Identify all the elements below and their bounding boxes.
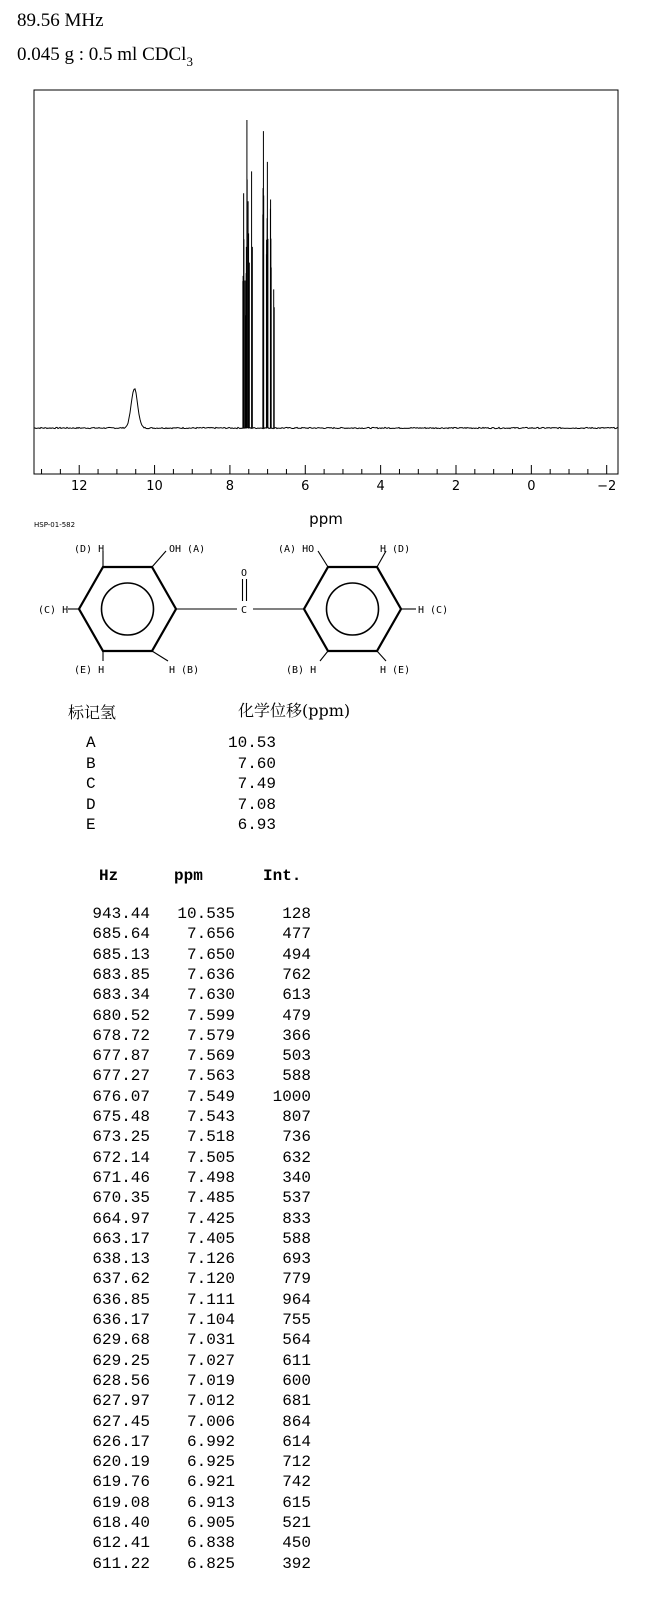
x-tick-label: 4 bbox=[376, 479, 385, 494]
peak-hz-cell: 611.22 bbox=[92, 1554, 150, 1573]
peak-int-cell: 681 bbox=[282, 1392, 311, 1411]
peak-int-cell: 450 bbox=[282, 1534, 311, 1553]
assignment-row bbox=[86, 754, 276, 775]
peak-hz-cell: 628.56 bbox=[92, 1371, 150, 1390]
assignment-row bbox=[86, 733, 276, 754]
peak-hz-cell: 612.41 bbox=[92, 1534, 150, 1553]
peak-table-row bbox=[84, 1026, 311, 1047]
peak-table-row bbox=[84, 1310, 311, 1331]
peak-table-row bbox=[84, 1087, 311, 1108]
peak-hz-cell: 627.45 bbox=[92, 1412, 150, 1431]
peak-hz-cell: 619.76 bbox=[92, 1473, 150, 1492]
label-left-top-left: (D) H bbox=[74, 545, 105, 555]
peak-table-row bbox=[84, 1046, 311, 1067]
peak-int-cell: 611 bbox=[282, 1351, 311, 1370]
left-aromatic-circle bbox=[102, 583, 154, 635]
peak-hz-cell: 683.85 bbox=[92, 965, 150, 984]
peak-table-row bbox=[84, 1493, 311, 1514]
peak-ppm-cell: 7.019 bbox=[186, 1371, 235, 1390]
peak-ppm-cell: 7.111 bbox=[186, 1290, 235, 1309]
peak-int-cell: 392 bbox=[282, 1554, 311, 1573]
peak-ppm-cell: 7.518 bbox=[186, 1128, 235, 1147]
peak-hz-cell: 675.48 bbox=[92, 1108, 150, 1126]
peak-hz-cell: 670.35 bbox=[92, 1189, 150, 1208]
x-tick-label: 8 bbox=[225, 479, 235, 494]
label-right-bot-right: H (E) bbox=[380, 665, 411, 676]
peak-int-cell: 742 bbox=[282, 1473, 311, 1492]
peak-ppm-cell: 7.425 bbox=[186, 1209, 235, 1228]
peak-table-row bbox=[84, 1066, 311, 1087]
right-benzene-ring bbox=[304, 567, 401, 651]
x-axis-title: ppm bbox=[309, 510, 343, 528]
right-aromatic-circle bbox=[327, 583, 379, 635]
peak-int-cell: 340 bbox=[282, 1168, 311, 1187]
label-left-top-right: OH (A) bbox=[169, 545, 206, 555]
peak-ppm-cell: 7.636 bbox=[186, 965, 235, 984]
peak-ppm-cell: 6.992 bbox=[186, 1432, 235, 1451]
assignment-shift: 10.53 bbox=[227, 734, 276, 752]
label-left-mid: (C) H bbox=[38, 605, 69, 616]
peak-int-cell: 779 bbox=[282, 1270, 311, 1289]
peak-int-cell: 833 bbox=[282, 1209, 311, 1228]
peak-table-row bbox=[84, 1249, 311, 1270]
peak-hz-cell: 943.44 bbox=[92, 905, 150, 923]
peak-ppm-cell: 7.650 bbox=[186, 945, 235, 964]
structure-labels bbox=[38, 545, 448, 676]
label-left-bot-left: (E) H bbox=[74, 665, 105, 676]
peak-hz-cell: 629.25 bbox=[92, 1351, 150, 1370]
peak-hz-cell: 677.87 bbox=[92, 1047, 150, 1066]
assignment-label: A bbox=[86, 734, 96, 752]
nmr-spectrum-chart bbox=[0, 0, 652, 540]
peak-table-row bbox=[84, 924, 311, 945]
peak-ppm-cell: 7.498 bbox=[186, 1168, 235, 1187]
assignment-row bbox=[86, 774, 276, 795]
peak-table-row bbox=[84, 1290, 311, 1311]
peak-hz-cell: 663.17 bbox=[92, 1229, 150, 1248]
x-axis-tick-labels bbox=[71, 479, 616, 494]
left-benzene-ring bbox=[79, 567, 176, 651]
peak-table-row bbox=[84, 1391, 311, 1412]
peak-int-cell: 712 bbox=[282, 1453, 311, 1472]
peak-ppm-cell: 7.569 bbox=[186, 1047, 235, 1066]
peak-table-header-ppm: ppm bbox=[174, 867, 203, 885]
peak-table-row bbox=[84, 1168, 311, 1189]
peak-int-cell: 503 bbox=[282, 1047, 311, 1066]
plot-frame bbox=[34, 90, 618, 474]
peak-hz-cell: 676.07 bbox=[92, 1087, 150, 1106]
peak-table-row bbox=[84, 1209, 311, 1230]
peak-ppm-cell: 7.485 bbox=[186, 1189, 235, 1208]
peak-ppm-cell: 6.913 bbox=[186, 1493, 235, 1512]
peak-hz-cell: 620.19 bbox=[92, 1453, 150, 1472]
peak-ppm-cell: 7.630 bbox=[186, 986, 235, 1005]
peak-ppm-cell: 6.925 bbox=[186, 1453, 235, 1472]
peak-int-cell: 693 bbox=[282, 1250, 311, 1269]
peak-int-cell: 864 bbox=[282, 1412, 311, 1431]
peak-table-row bbox=[84, 1006, 311, 1027]
peak-int-cell: 600 bbox=[282, 1371, 311, 1390]
peak-table-row bbox=[84, 1107, 311, 1128]
peak-table-row bbox=[84, 1148, 311, 1169]
x-tick-label: 10 bbox=[146, 479, 163, 494]
peak-int-cell: 613 bbox=[282, 986, 311, 1005]
peak-hz-cell: 671.46 bbox=[92, 1168, 150, 1187]
peak-hz-cell: 685.13 bbox=[92, 945, 150, 964]
peak-table-header-hz: Hz bbox=[99, 867, 119, 885]
peak-hz-cell: 683.34 bbox=[92, 986, 150, 1005]
label-carbonyl-o: O bbox=[241, 568, 248, 579]
label-right-top-left: (A) HO bbox=[278, 545, 315, 555]
sample-subscript: 3 bbox=[186, 54, 193, 69]
peak-hz-cell: 685.64 bbox=[92, 925, 150, 944]
peak-ppm-cell: 7.012 bbox=[186, 1392, 235, 1411]
peak-ppm-cell: 7.505 bbox=[186, 1148, 235, 1167]
peak-table-row bbox=[84, 1554, 311, 1575]
peak-int-cell: 537 bbox=[282, 1189, 311, 1208]
peak-int-cell: 755 bbox=[282, 1311, 311, 1329]
peak-ppm-cell: 6.921 bbox=[186, 1473, 235, 1492]
peak-hz-cell: 638.13 bbox=[92, 1250, 150, 1269]
peak-int-cell: 521 bbox=[282, 1514, 311, 1532]
assignment-shift: 7.49 bbox=[237, 775, 276, 793]
peak-int-cell: 615 bbox=[282, 1493, 311, 1512]
sample-text: 0.045 g : 0.5 ml CDCl bbox=[17, 44, 187, 65]
assignment-label: E bbox=[86, 816, 96, 834]
peak-hz-cell: 626.17 bbox=[92, 1432, 150, 1451]
assignment-label: D bbox=[86, 795, 96, 814]
peak-table-row bbox=[84, 1229, 311, 1250]
label-right-bot-left: (B) H bbox=[286, 665, 317, 676]
peak-ppm-cell: 7.027 bbox=[186, 1351, 235, 1370]
peak-ppm-cell: 7.104 bbox=[186, 1311, 235, 1329]
peak-table-row bbox=[84, 965, 311, 986]
frequency-label: 89.56 MHz bbox=[17, 10, 104, 31]
peak-table-row bbox=[84, 1371, 311, 1392]
assignment-shift: 6.93 bbox=[237, 816, 276, 834]
peak-ppm-cell: 7.405 bbox=[186, 1229, 235, 1248]
label-carbonyl-c: C bbox=[241, 605, 248, 616]
peak-hz-cell: 636.85 bbox=[92, 1290, 150, 1309]
assignment-row bbox=[86, 815, 276, 836]
peak-ppm-cell: 7.543 bbox=[186, 1108, 235, 1126]
peak-int-cell: 614 bbox=[282, 1432, 311, 1451]
peak-hz-cell: 627.97 bbox=[92, 1392, 150, 1411]
peak-table-row bbox=[84, 1513, 311, 1534]
spectrum-code: HSP-01-582 bbox=[34, 521, 76, 529]
peak-ppm-cell: 7.549 bbox=[186, 1087, 235, 1106]
peak-table-row bbox=[84, 1533, 311, 1554]
spectrum-peaks bbox=[243, 120, 274, 428]
peak-int-cell: 807 bbox=[282, 1108, 311, 1126]
peak-int-cell: 477 bbox=[282, 925, 311, 944]
peak-hz-cell: 673.25 bbox=[92, 1128, 150, 1147]
label-right-top-right: H (D) bbox=[380, 545, 411, 555]
peak-int-cell: 366 bbox=[282, 1026, 311, 1045]
peak-hz-cell: 677.27 bbox=[92, 1067, 150, 1086]
peak-ppm-cell: 7.006 bbox=[186, 1412, 235, 1431]
peak-ppm-cell: 7.031 bbox=[186, 1331, 235, 1350]
peak-table-row bbox=[84, 1188, 311, 1209]
peak-ppm-cell: 7.126 bbox=[186, 1250, 235, 1269]
peak-int-cell: 1000 bbox=[272, 1087, 311, 1106]
peak-hz-cell: 637.62 bbox=[92, 1270, 150, 1289]
peak-int-cell: 128 bbox=[282, 905, 311, 923]
assignment-label-header: 标记氢 bbox=[68, 703, 117, 722]
peak-int-cell: 494 bbox=[282, 945, 311, 964]
peak-ppm-cell: 6.825 bbox=[186, 1554, 235, 1573]
peak-int-cell: 964 bbox=[282, 1290, 311, 1309]
label-right-mid: H (C) bbox=[418, 605, 449, 616]
peak-hz-cell: 619.08 bbox=[92, 1493, 150, 1512]
molecule-structure bbox=[0, 545, 470, 690]
peak-ppm-cell: 7.599 bbox=[186, 1006, 235, 1025]
assignment-row bbox=[86, 795, 276, 816]
peak-table-header-int: Int. bbox=[263, 867, 302, 885]
label-left-bot-right: H (B) bbox=[169, 665, 200, 676]
peak-hz-cell: 664.97 bbox=[92, 1209, 150, 1228]
peak-table-row bbox=[84, 1452, 311, 1473]
peak-hz-cell: 636.17 bbox=[92, 1311, 150, 1329]
peak-table-row bbox=[84, 1127, 311, 1148]
peak-hz-cell: 680.52 bbox=[92, 1006, 150, 1025]
x-tick-label: −2 bbox=[597, 479, 617, 494]
peak-int-cell: 564 bbox=[282, 1331, 311, 1350]
peak-int-cell: 588 bbox=[282, 1229, 311, 1248]
peak-ppm-cell: 6.905 bbox=[186, 1514, 235, 1532]
assignment-shift: 7.08 bbox=[237, 795, 276, 814]
assignment-shift-header: 化学位移(ppm) bbox=[238, 701, 351, 720]
assignment-label: C bbox=[86, 775, 96, 793]
peak-table-row bbox=[84, 985, 311, 1006]
peak-ppm-cell: 7.656 bbox=[186, 925, 235, 944]
peak-table-row bbox=[84, 1472, 311, 1493]
peak-hz-cell: 672.14 bbox=[92, 1148, 150, 1167]
peak-hz-cell: 629.68 bbox=[92, 1331, 150, 1350]
peak-hz-cell: 678.72 bbox=[92, 1026, 150, 1045]
peak-int-cell: 632 bbox=[282, 1148, 311, 1167]
peak-table-row bbox=[84, 1269, 311, 1290]
spectrum-trace bbox=[34, 389, 618, 429]
x-tick-label: 2 bbox=[451, 479, 461, 494]
peak-hz-cell: 618.40 bbox=[92, 1514, 150, 1532]
peak-int-cell: 762 bbox=[282, 965, 311, 984]
peak-table-row bbox=[84, 1330, 311, 1351]
x-tick-label: 12 bbox=[70, 479, 88, 494]
peak-ppm-cell: 10.535 bbox=[177, 905, 235, 923]
x-tick-label: 6 bbox=[301, 479, 310, 494]
peak-int-cell: 479 bbox=[282, 1006, 311, 1025]
peak-table-row bbox=[84, 904, 311, 925]
assignment-shift: 7.60 bbox=[237, 754, 276, 773]
assignment-label: B bbox=[86, 754, 96, 773]
x-axis-ticks bbox=[42, 465, 607, 474]
peak-int-cell: 736 bbox=[282, 1128, 311, 1147]
peak-table-row bbox=[84, 1351, 311, 1372]
peak-int-cell: 588 bbox=[282, 1067, 311, 1086]
x-tick-label: 0 bbox=[527, 479, 536, 494]
peak-ppm-cell: 7.563 bbox=[186, 1067, 235, 1086]
peak-table-row bbox=[84, 945, 311, 966]
peak-ppm-cell: 6.838 bbox=[186, 1534, 235, 1553]
peak-ppm-cell: 7.579 bbox=[186, 1026, 235, 1045]
peak-table-row bbox=[84, 1432, 311, 1453]
peak-table-row bbox=[84, 1412, 311, 1433]
peak-ppm-cell: 7.120 bbox=[186, 1270, 235, 1289]
